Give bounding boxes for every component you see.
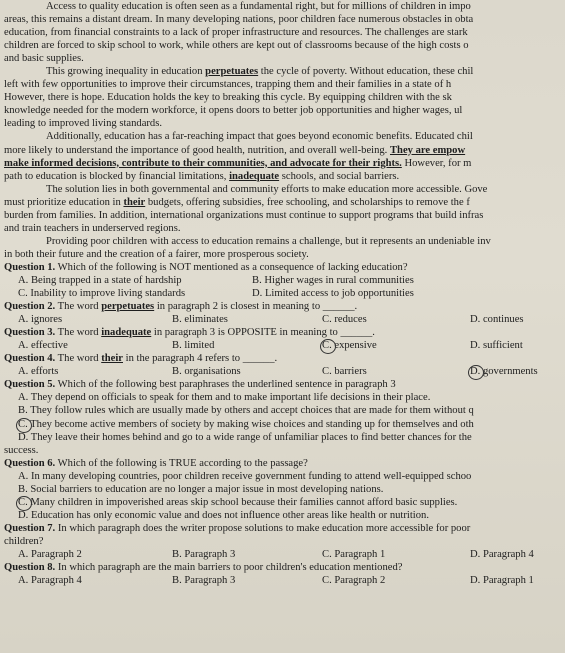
question-5: Question 5. Which of the following best paraphrases the underlined sentence in paragraph 3: [4, 379, 396, 391]
question-1: Question 1. Which of the following is NOT mentioned as a consequence of lacking education?: [4, 261, 408, 273]
option-a[interactable]: A. efforts: [18, 366, 59, 378]
passage-line: education, from financial constraints to a lack of proper infrastructure and resources. The challenges are stark: [4, 27, 468, 39]
option-c[interactable]: C. They become active members of society by making wise choices and standing up for themselves and oth: [4, 418, 565, 431]
options-row: [4, 574, 565, 587]
option-a[interactable]: A. effective: [18, 340, 68, 352]
passage-line: Providing poor children with access to education remains a challenge, but it represents an undeniable inv: [46, 235, 491, 247]
option-d-cont: success.: [4, 444, 39, 456]
question-4: Question 4. The word their in the paragraph 4 refers to ______.: [4, 353, 278, 365]
text-block: [4, 0, 565, 587]
question-2: Question 2. The word perpetuates in paragraph 2 is closest in meaning to ______.: [4, 301, 358, 313]
question-7-cont: children?: [4, 535, 44, 547]
underlined-word: inadequate: [229, 170, 280, 182]
option-b[interactable]: B. organisations: [172, 366, 241, 378]
option-b[interactable]: B. Paragraph 3: [172, 548, 236, 560]
passage-line: Additionally, education has a far-reaching impact that goes beyond economic benefits. Educated chil: [46, 131, 473, 143]
option-c[interactable]: C. Many children in impoverished areas skip school because their families cannot afford basic supplies.: [4, 496, 565, 509]
question-7: Question 7. In which paragraph does the writer propose solutions to make education more accessible for poor: [4, 522, 471, 534]
question-8: Question 8. In which paragraph are the main barriers to poor children's education mentioned?: [4, 562, 403, 574]
option-a[interactable]: A. Being trapped in a state of hardship: [18, 274, 182, 286]
answer-circle: [468, 365, 484, 380]
option-b[interactable]: B. Higher wages in rural communities: [252, 274, 414, 286]
question-6: Question 6. Which of the following is TRUE according to the passage?: [4, 457, 308, 469]
option-b[interactable]: B. Social barriers to education are no longer a major issue in most developing nations.: [18, 483, 384, 495]
option-b[interactable]: B. Paragraph 3: [172, 575, 236, 587]
option-a[interactable]: A. Paragraph 2: [18, 548, 82, 560]
underlined-word: perpetuates: [205, 66, 259, 78]
passage-line: This growing inequality in education perpetuates the cycle of poverty. Without education, these chil: [46, 66, 474, 78]
passage-line: must prioritize education in their budgets, offering subsidies, free schooling, and scholarships to remove the f: [4, 196, 470, 208]
option-c[interactable]: C. Inability to improve living standards: [18, 288, 186, 300]
underlined-sentence: make informed decisions, contribute to their communities, and advocate for their rights.: [4, 157, 402, 169]
passage-line: leading to improved living standards.: [4, 118, 162, 130]
option-c[interactable]: C. Paragraph 1: [322, 548, 386, 560]
option-d[interactable]: D. Limited access to job opportunities: [252, 288, 414, 300]
passage-line: areas, this remains a distant dream. In many developing nations, poor children face numerous obstacles in obta: [4, 14, 474, 26]
question-3: Question 3. The word inadequate in paragraph 3 is OPPOSITE in meaning to ______.: [4, 327, 375, 339]
options-row: [4, 274, 565, 287]
options-row: [4, 365, 565, 378]
passage-line: Access to quality education is often seen as a fundamental right, but for millions of children in impo: [46, 1, 471, 12]
passage-line: However, there is hope. Education holds the key to breaking this cycle. By equipping children with the sk: [4, 92, 452, 104]
options-row: [4, 548, 565, 561]
answer-circle: [16, 496, 32, 511]
option-b[interactable]: B. limited: [172, 340, 215, 352]
passage-line: more likely to understand the importance of good health, nutrition, and overall well-being. They are empow: [4, 144, 466, 156]
options-row: [4, 339, 565, 352]
option-c[interactable]: C. reduces: [322, 314, 367, 326]
option-c[interactable]: C. expensive: [322, 339, 377, 352]
option-b[interactable]: B. They follow rules which are usually made by others and accept choices that are made for them without q: [18, 405, 474, 417]
passage-line: left with few opportunities to improve their circumstances, trapping them and their families in a state of h: [4, 79, 452, 91]
option-a[interactable]: A. In many developing countries, poor children receive government funding to attend well-equipped schoo: [18, 470, 472, 482]
passage-line: and basic supplies.: [4, 53, 84, 65]
passage-line: children are forced to skip school to work, while others are kept out of classrooms because of the high costs o: [4, 40, 469, 52]
option-d[interactable]: D. Paragraph 4: [470, 548, 534, 560]
option-d[interactable]: D. governments: [470, 365, 538, 378]
underlined-sentence: They are empow: [389, 144, 466, 156]
option-a[interactable]: A. They depend on officials to speak for them and to make important life decisions in their place.: [18, 392, 431, 404]
options-row: [4, 287, 565, 300]
passage-line: burden from families. In addition, international organizations must continue to support programs that build infras: [4, 209, 484, 221]
passage-line: The solution lies in both governmental and community efforts to make education more accessible. Gove: [46, 183, 488, 195]
passage-line: knowledge needed for the modern workforce, it opens doors to better job opportunities and higher wages, ul: [4, 105, 463, 117]
option-c[interactable]: C. barriers: [322, 366, 367, 378]
option-d[interactable]: D. They leave their homes behind and go to a wide range of unfamiliar places to find better chances for the: [18, 431, 472, 443]
passage-line: path to education is blocked by financial limitations, inadequate schools, and social barriers.: [4, 170, 400, 182]
option-d[interactable]: D. sufficient: [470, 340, 523, 352]
answer-circle: [16, 418, 32, 433]
option-d[interactable]: D. Education has only economic value and does not influence other areas like health or nutrition.: [18, 509, 429, 521]
option-a[interactable]: A. Paragraph 4: [18, 575, 82, 587]
underlined-word: their: [123, 196, 146, 208]
option-c[interactable]: C. Paragraph 2: [322, 575, 386, 587]
options-row: [4, 313, 565, 326]
answer-circle: [320, 339, 336, 354]
option-a[interactable]: A. ignores: [18, 314, 63, 326]
passage-line: make informed decisions, contribute to their communities, and advocate for their rights. However, for m: [4, 157, 472, 169]
passage-line: in both their future and the creation of a fairer, more prosperous society.: [4, 248, 309, 260]
option-d[interactable]: D. Paragraph 1: [470, 575, 534, 587]
option-b[interactable]: B. eliminates: [172, 314, 228, 326]
passage-line: and train teachers in underserved regions.: [4, 222, 181, 234]
option-d[interactable]: D. continues: [470, 314, 524, 326]
